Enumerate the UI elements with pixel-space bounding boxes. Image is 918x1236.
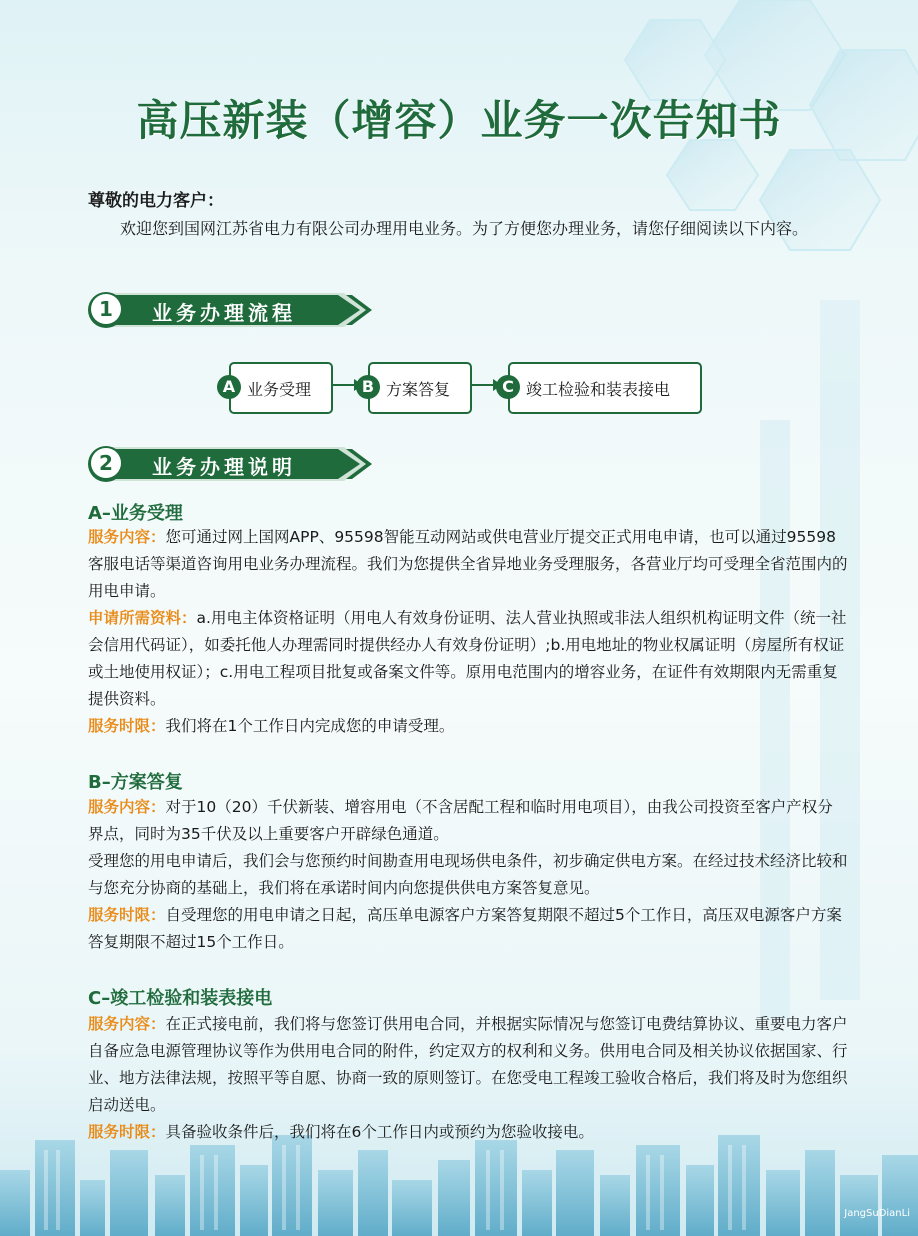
subsection-title-c: C–竣工检验和装表接电: [88, 988, 273, 1009]
b-service-paragraph-2: 受理您的用电申请后，我们会与您预约时间勘查用电现场供电条件，初步确定供电方案。在经过技术经济比较和与您充分协商的基础上，我们将在承诺时间内向您提供供电方案答复意见。: [88, 852, 848, 897]
a-service-paragraph: [88, 524, 848, 605]
greeting: 尊敬的电力客户：: [88, 191, 224, 211]
process-flow: [0, 362, 918, 412]
section-number: 1: [91, 294, 121, 324]
time-label: 服务时限：: [88, 717, 166, 735]
step-badge: B: [356, 375, 380, 399]
step-label: 竣工检验和装表接电: [526, 380, 671, 399]
section-title: 业务办理说明: [152, 455, 296, 479]
time-label: 服务时限：: [88, 1123, 166, 1141]
time-text: 具备验收条件后，我们将在6个工作日内或预约为您验收接电。: [165, 1123, 594, 1141]
intro-paragraph: 欢迎您到国网江苏省电力有限公司办理用电业务。为了方便您办理业务，请您仔细阅读以下内容。: [120, 219, 809, 238]
subsection-title-a: A–业务受理: [88, 503, 183, 524]
c-time-paragraph: [88, 1119, 848, 1146]
section-header-process: [86, 292, 376, 328]
watermark: JangSuDianLi: [844, 1208, 910, 1219]
a-time-paragraph: [88, 713, 848, 740]
section-number: 2: [91, 448, 121, 478]
section-header-description: [86, 446, 376, 482]
a-materials-paragraph: [88, 605, 848, 713]
time-label: 服务时限：: [88, 906, 166, 924]
step-label: 方案答复: [386, 380, 451, 399]
flow-step-c: [502, 362, 702, 414]
step-label: 业务受理: [247, 380, 312, 399]
materials-label: 申请所需资料：: [88, 609, 197, 627]
service-text: 在正式接电前，我们将与您签订供用电合同，并根据实际情况与您签订电费结算协议、重要电力客户自备应急电源管理协议等作为供用电合同的附件，约定双方的权利和义务。供用电合同及相关协议依据国家、行业、地方法律法规，按照平等自愿、协商一致的原则签订。在您受电工程竣工验收合格后，我们将及时为您组织启动送电。: [88, 1015, 848, 1114]
flow-step-a: [222, 362, 333, 414]
b-service-paragraph: [88, 794, 848, 848]
flow-step-b: [361, 362, 472, 414]
section-title: 业务办理流程: [152, 301, 296, 325]
subsection-title-b: B–方案答复: [88, 772, 183, 793]
time-text: 自受理您的用电申请之日起，高压单电源客户方案答复期限不超过5个工作日，高压双电源客户方案答复期限不超过15个工作日。: [88, 906, 842, 951]
time-text: 我们将在1个工作日内完成您的申请受理。: [165, 717, 455, 735]
step-badge: C: [496, 375, 520, 399]
step-badge: A: [217, 375, 241, 399]
service-text: 您可通过网上国网APP、95598智能互动网站或供电营业厅提交正式用电申请，也可以通过95598客服电话等渠道咨询用电业务办理流程。我们为您提供全省异地业务受理服务，各营业厅均可受理全省范围内的用电申请。: [88, 528, 848, 600]
service-label: 服务内容：: [88, 1015, 166, 1033]
service-label: 服务内容：: [88, 528, 166, 546]
page-title: 高压新装（增容）业务一次告知书: [136, 96, 782, 145]
c-service-paragraph: [88, 1011, 848, 1119]
b-time-paragraph: [88, 902, 848, 956]
service-text: 对于10（20）千伏新装、增容用电（不含居配工程和临时用电项目），由我公司投资至客户产权分界点，同时为35千伏及以上重要客户开辟绿色通道。: [88, 798, 833, 843]
service-label: 服务内容：: [88, 798, 166, 816]
materials-text: a.用电主体资格证明（用电人有效身份证明、法人营业执照或非法人组织机构证明文件（统一社会信用代码证），如委托他人办理需同时提供经办人有效身份证明）;b.用电地址的物业权属证明（房屋所有权证或土地使用权证）；c.用电工程项目批复或备案文件等。原用电范围内的增容业务，在证件有效期限内无需重复提供资料。: [88, 609, 847, 708]
